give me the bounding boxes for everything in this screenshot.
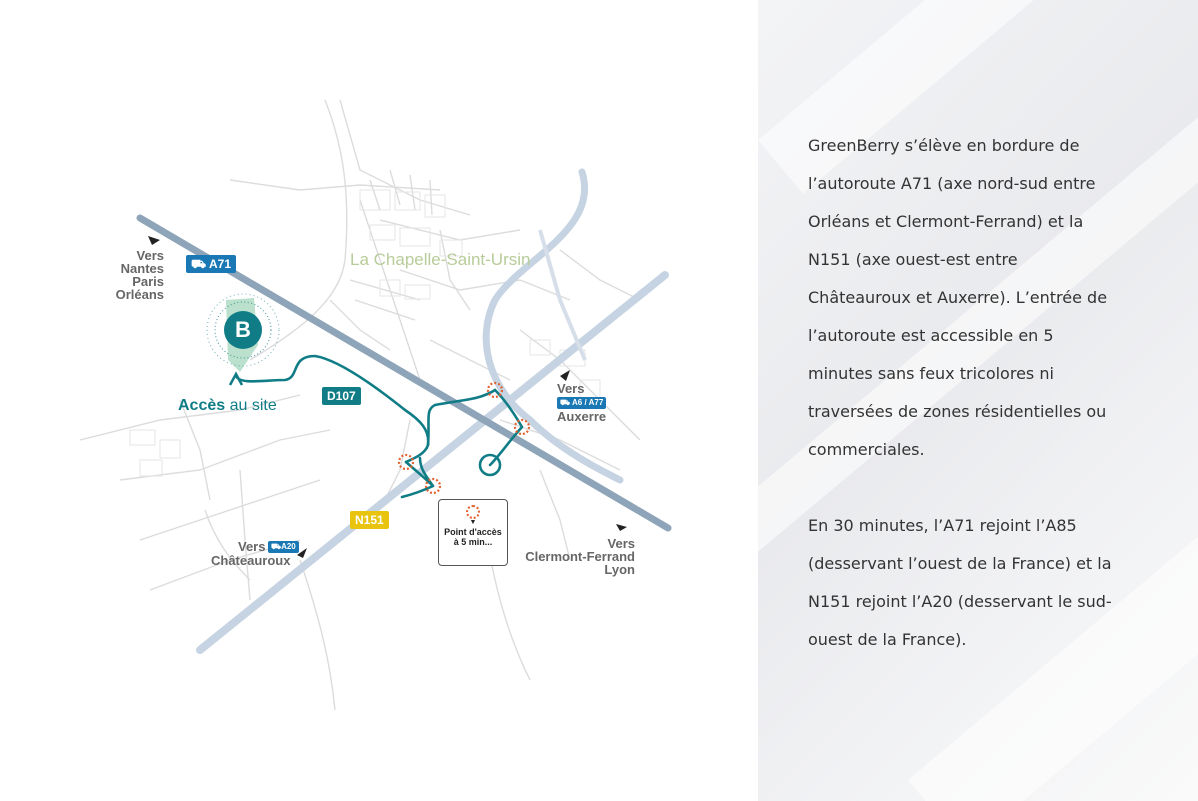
- description-paragraph: En 30 minutes, l’A71 rejoint l’A85 (desservant l’ouest de la France) et la N151 rejoint l’A20 (desservant le sud-ouest de la France).: [808, 516, 1112, 649]
- direction-nw-line: Paris: [132, 274, 164, 289]
- d107-shield: D107: [322, 387, 361, 405]
- direction-sw-vers: Vers: [238, 539, 266, 554]
- direction-se: [525, 537, 635, 576]
- n151-shield: N151: [350, 511, 389, 529]
- side-panel: [758, 0, 1198, 801]
- arrow-se: [616, 524, 627, 531]
- a6-a77-shield: [557, 397, 606, 409]
- access-point-icon: [466, 505, 480, 519]
- a20-label: A20: [281, 542, 296, 551]
- site-arrow: [230, 374, 242, 385]
- direction-nw: [116, 249, 164, 301]
- a6-a77-label: A6 / A77: [572, 398, 604, 407]
- legend: [438, 499, 508, 566]
- access-bold: Accès: [178, 397, 226, 414]
- direction-nw-line: Orléans: [115, 287, 164, 302]
- legend-line1: Point d'accès: [444, 527, 502, 537]
- access-rest: au site: [225, 397, 277, 414]
- arrow-ne: [560, 370, 570, 381]
- n151-road: [200, 275, 665, 650]
- a71-shield: [186, 255, 236, 273]
- a71-label: A71: [209, 257, 232, 271]
- description: [808, 127, 1118, 659]
- motorway-icon: ⛟: [560, 398, 572, 407]
- a20-shield: [268, 541, 299, 553]
- arrow-nw: [148, 236, 160, 245]
- direction-nw-vers: Vers: [136, 248, 164, 263]
- direction-sw-city: Châteauroux: [211, 553, 291, 568]
- town-name: La Chapelle-Saint-Ursin: [350, 250, 531, 269]
- motorway-icon: ⛟: [191, 257, 209, 271]
- direction-ne: [557, 382, 584, 395]
- motorway-icon: ⛟: [271, 542, 282, 551]
- site-marker[interactable]: B: [224, 311, 262, 349]
- legend-line2: à 5 min...: [453, 537, 493, 547]
- direction-ne-city: Auxerre: [557, 409, 607, 424]
- direction-se-vers: Vers: [607, 536, 635, 551]
- pointer-icon: ▼: [469, 519, 477, 526]
- direction-se-line: Lyon: [604, 562, 635, 577]
- site-access-label: [178, 397, 277, 415]
- description-paragraph: GreenBerry s’élève en bordure de l’autoroute A71 (axe nord-sud entre Orléans et Clermont-Ferrand) et la N151 (axe ouest-est entre Châteauroux et Auxerre). L’entrée de l’autoroute est accessible en 5 minutes sans feux tricolores ni traversées de zones résidentielles ou commerciales.: [808, 136, 1108, 459]
- direction-ne-vers: Vers: [557, 381, 585, 396]
- direction-nw-line: Nantes: [120, 261, 164, 276]
- direction-se-line: Clermont-Ferrand: [525, 549, 635, 564]
